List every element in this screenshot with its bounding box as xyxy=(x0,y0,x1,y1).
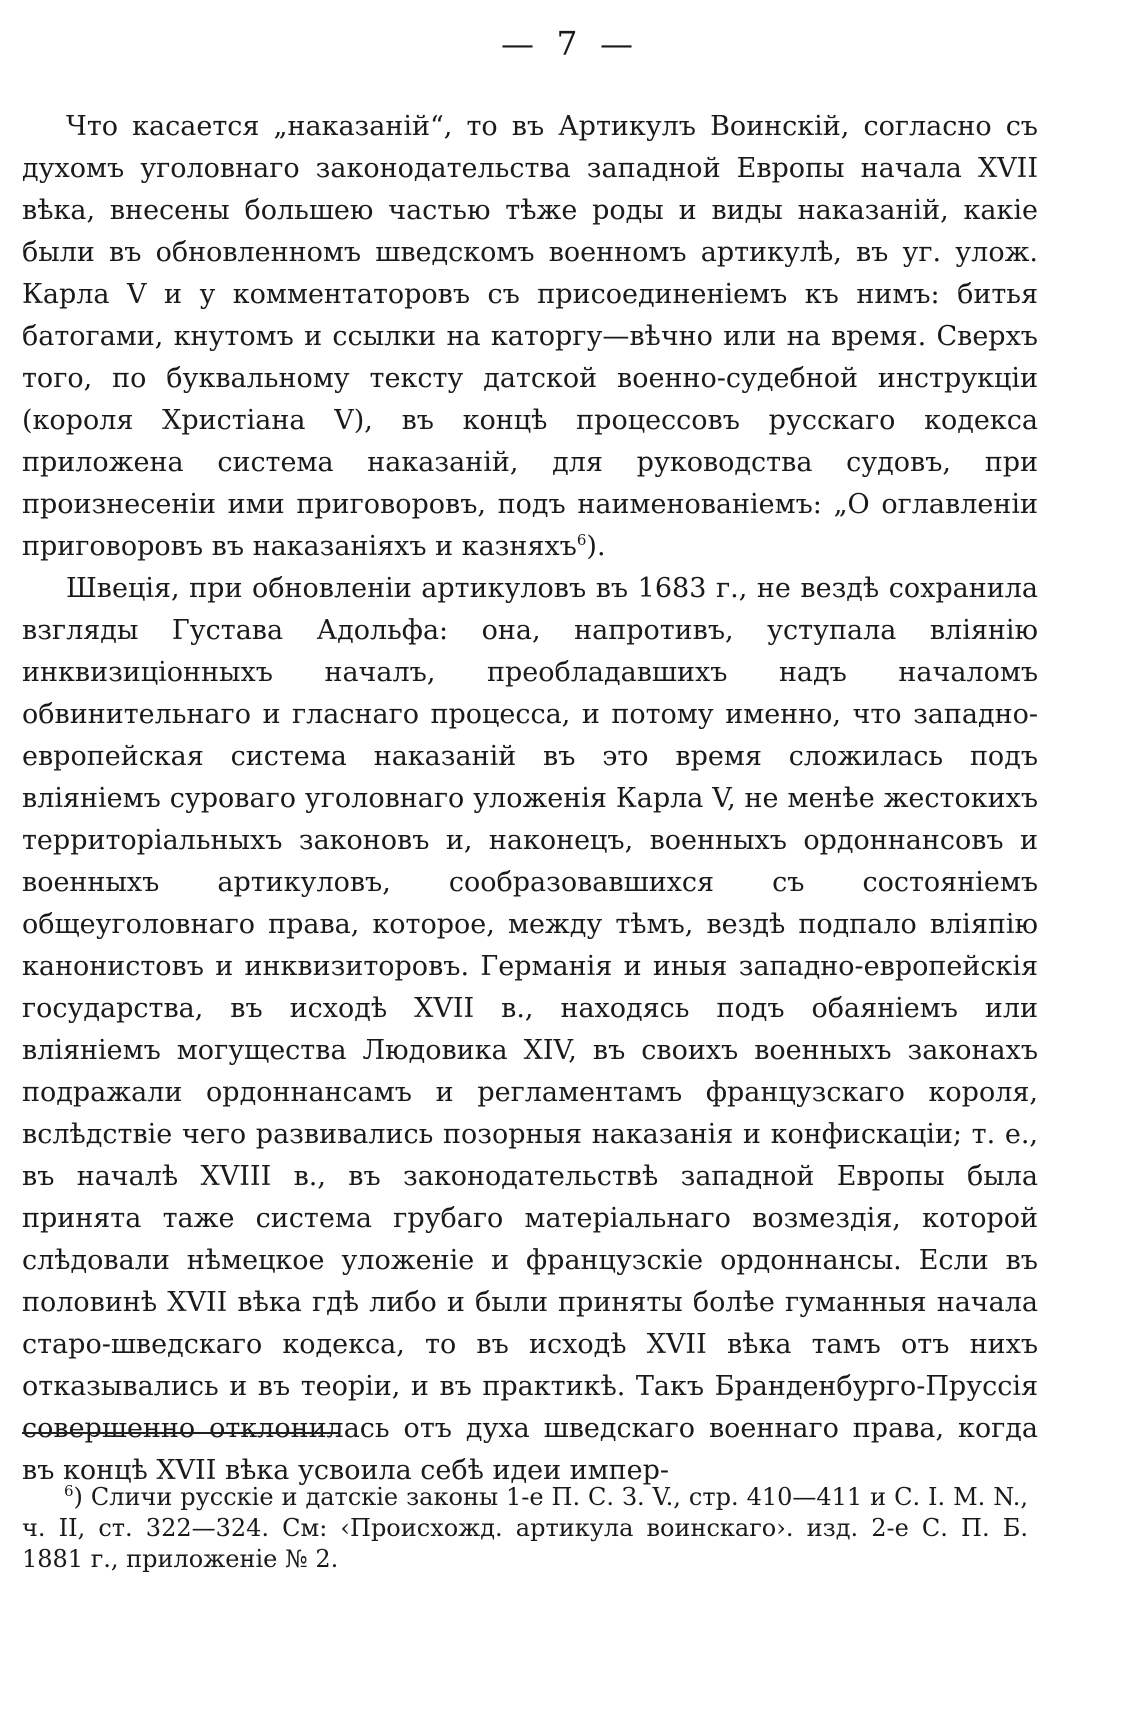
footnote-reference[interactable]: 6 xyxy=(576,531,587,549)
footnote-text: ) Сличи русскіе и датскіе законы 1-е П. С. З. V., стр. 410—411 и С. I. М. N., ч. II, ст. 322—324. См: ‹Происхожд. артикула воинскаго›. изд. 2-е С. П. Б. 1881 г., приложеніе № 2. xyxy=(22,1483,1028,1573)
footnote-divider xyxy=(22,1432,340,1434)
paragraph-1-text: Что касается „наказаній“, то въ Артикулъ Воинскій, согласно съ духомъ уголовнаго законодательства западной Европы начала XVII вѣка, внесены большею частью тѣже роды и виды наказаній, какіе были въ обновленномъ шведскомъ военномъ артикулѣ, въ уг. улож. Карла V и у комментаторовъ съ присоединеніемъ къ нимъ: битья батогами, кнутомъ и ссылки на каторгу—вѣчно или на время. Сверхъ того, по буквальному тексту датской военно-судебной инструкціи (короля Христіана V), въ концѣ процессовъ русскаго кодекса приложена система наказаній, для руководства судовъ, при произнесеніи ими приговоровъ, подъ наименованіемъ: „О оглавленіи приговоровъ въ наказаніяхъ и казняхъ xyxy=(22,111,1038,562)
page-number: — 7 — xyxy=(501,24,639,63)
main-text xyxy=(22,106,1038,1492)
paragraph-1 xyxy=(22,106,1038,568)
paragraph-1-end: ). xyxy=(586,531,606,562)
footnote-marker: 6 xyxy=(64,1482,74,1500)
footnote xyxy=(22,1482,1028,1575)
paragraph-2: Швеція, при обновленіи артикуловъ въ 1683 г., не вездѣ сохранила взгляды Густава Адольфа: она, напротивъ, уступала вліянію инквизиціонныхъ началъ, преобладавшихъ надъ началомъ обвинительнаго и гласнаго процесса, и потому именно, что западно-европейская система наказаній въ это время сложилась подъ вліяніемъ суроваго уголовнаго уложенія Карла V, не менѣе жестокихъ территоріальныхъ законовъ и, наконецъ, военныхъ ордоннансовъ и военныхъ артикуловъ, сообразовавшихся съ состояніемъ общеуголовнаго права, которое, между тѣмъ, вездѣ подпало вліяпію канонистовъ и инквизиторовъ. Германія и иныя западно-европейскія государства, въ исходѣ XVII в., находясь подъ обаяніемъ или вліяніемъ могущества Людовика XIV, въ своихъ военныхъ законахъ подражали ордоннансамъ и регламентамъ французскаго короля, вслѣдствіе чего развивались позорныя наказанія и конфискаціи; т. е., въ началѣ XVIII в., въ законодательствѣ западной Европы была принята таже система грубаго матеріальнаго возмездія, которой слѣдовали нѣмецкое уложеніе и французскіе ордоннансы. Если въ половинѣ XVII вѣка гдѣ либо и были приняты болѣе гуманныя начала старо-шведскаго кодекса, то въ исходѣ XVII вѣка тамъ отъ нихъ отказывались и въ теоріи, и въ практикѣ. Такъ Бранденбурго-Пруссія совершенно отклонилась отъ духа шведскаго военнаго права, когда въ концѣ XVII вѣка усвоила себѣ идеи импер- xyxy=(22,573,1038,1486)
